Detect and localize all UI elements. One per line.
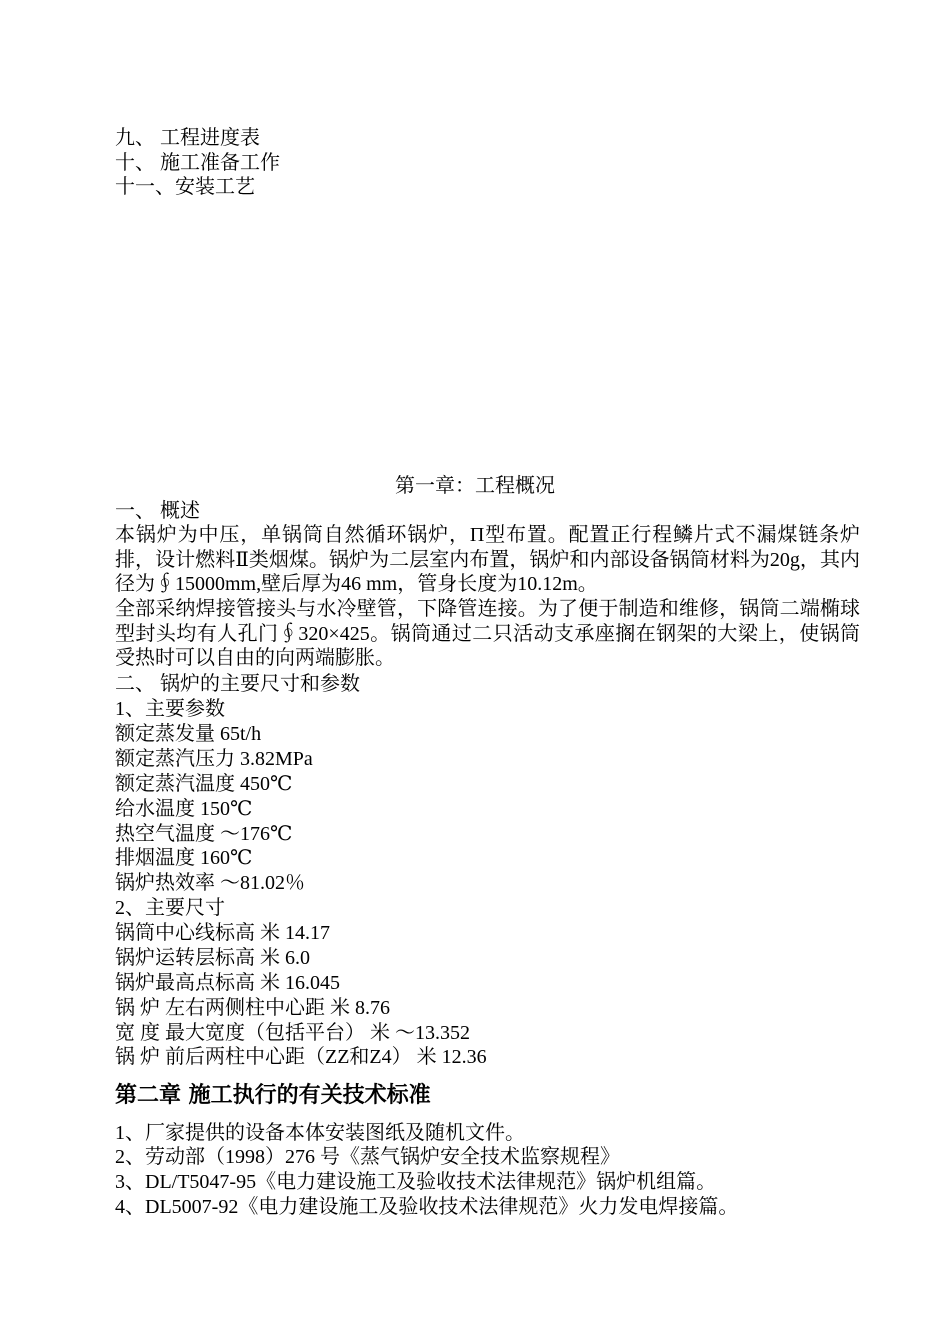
standard-item: 1、厂家提供的设备本体安装图纸及随机文件。 [115, 1122, 525, 1144]
overview-paragraph-2: 全部采纳焊接管接头与水冷壁管，下降管连接。为了便于制造和维修，锅筒二端椭球型封头均有人孔门∮320×425。锅筒通过二只活动支承座搁在钢架的大梁上，使锅筒受热时可以自由的向两端膨胀。 [115, 598, 860, 669]
dims-heading: 2、主要尺寸 [115, 897, 225, 919]
param-item: 排烟温度 160℃ [115, 847, 253, 869]
param-item: 给水温度 150℃ [115, 798, 253, 820]
overview-paragraph-1: 本锅炉为中压，单锅筒自然循环锅炉，Π型布置。配置正行程鳞片式不漏煤链条炉排，设计燃料Ⅱ类烟煤。锅炉为二层室内布置，锅炉和内部设备锅筒材料为20g，其内径为∮15000mm,壁后厚为46 mm，管身长度为10.12m。 [115, 524, 860, 595]
params-heading: 1、主要参数 [115, 698, 225, 720]
dim-item: 锅 炉 左右两侧柱中心距 米 8.76 [115, 997, 390, 1019]
param-item: 锅炉热效率 ～81.02％ [115, 872, 305, 894]
standard-item: 4、DL5007-92《电力建设施工及验收技术法律规范》火力发电焊接篇。 [115, 1196, 739, 1218]
toc-item-9: 九、 工程进度表 [115, 127, 260, 149]
param-item: 额定蒸汽温度 450℃ [115, 773, 293, 795]
toc-item-11: 十一、安装工艺 [115, 176, 255, 198]
standard-item: 2、劳动部（1998）276 号《蒸气锅炉安全技术监察规程》 [115, 1146, 620, 1168]
section2-heading: 二、 锅炉的主要尺寸和参数 [115, 673, 360, 695]
chapter1-title: 第一章：工程概况 [395, 475, 555, 497]
standard-item: 3、DL/T5047-95《电力建设施工及验收技术法律规范》锅炉机组篇。 [115, 1171, 717, 1193]
param-item: 额定蒸汽压力 3.82MPa [115, 748, 313, 770]
dim-item: 锅 炉 前后两柱中心距（ZZ和Z4） 米 12.36 [115, 1046, 487, 1068]
dim-item: 宽 度 最大宽度（包括平台） 米 ～13.352 [115, 1022, 470, 1044]
dim-item: 锅筒中心线标高 米 14.17 [115, 922, 330, 944]
param-item: 额定蒸发量 65t/h [115, 723, 262, 745]
dim-item: 锅炉最高点标高 米 16.045 [115, 972, 340, 994]
chapter2-title: 第二章 施工执行的有关技术标准 [115, 1083, 431, 1108]
param-item: 热空气温度 ～176℃ [115, 823, 293, 845]
toc-item-10: 十、 施工准备工作 [115, 152, 280, 174]
section1-heading: 一、 概述 [115, 500, 200, 522]
dim-item: 锅炉运转层标高 米 6.0 [115, 947, 310, 969]
